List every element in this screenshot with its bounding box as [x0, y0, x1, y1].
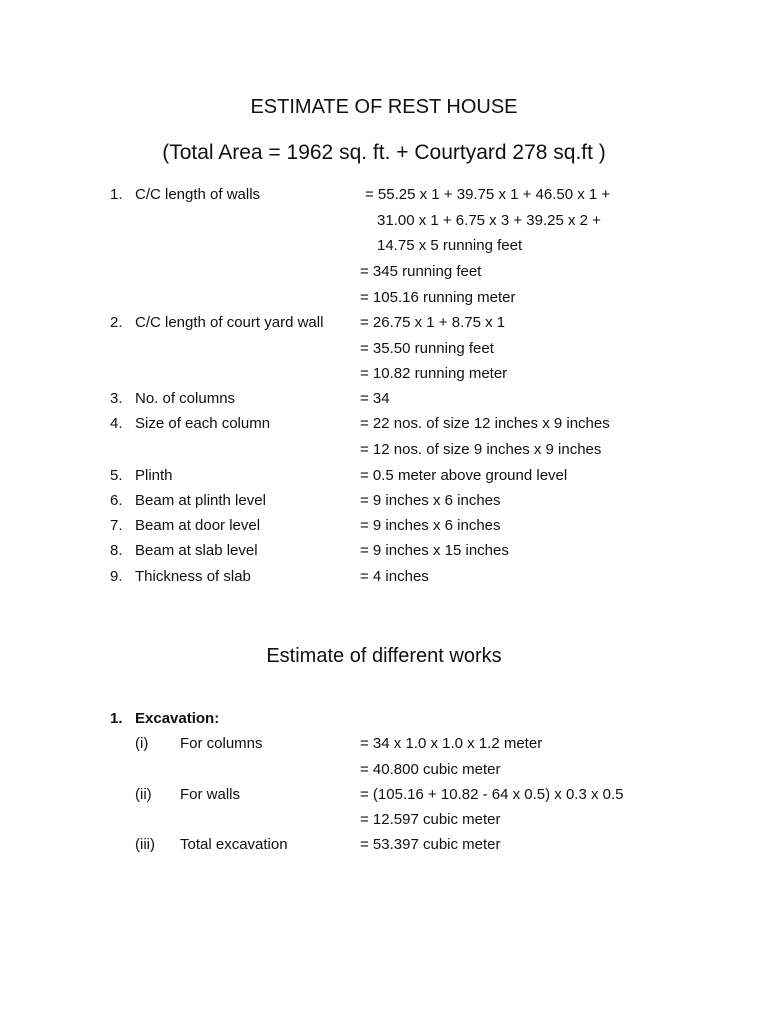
sub-item-label: For columns	[180, 735, 263, 752]
item-number: 6.	[110, 492, 123, 509]
item-label: Beam at slab level	[135, 542, 258, 559]
item-label: Excavation:	[135, 710, 220, 727]
item-number: 8.	[110, 542, 123, 559]
item-number: 1.	[110, 710, 123, 727]
item-value: 14.75 x 5 running feet	[377, 237, 523, 254]
item-label: Beam at plinth level	[135, 492, 266, 509]
item-label: Size of each column	[135, 415, 271, 432]
item-label: Thickness of slab	[135, 568, 251, 585]
item-value: = 34 x 1.0 x 1.0 x 1.2 meter	[360, 735, 543, 752]
item-value: = 22 nos. of size 12 inches x 9 inches	[360, 415, 610, 432]
item-value: = (105.16 + 10.82 - 64 x 0.5) x 0.3 x 0.5	[360, 786, 624, 803]
document-title: ESTIMATE OF REST HOUSE	[250, 96, 518, 118]
item-value: = 12.597 cubic meter	[360, 811, 501, 828]
item-number: 9.	[110, 568, 123, 585]
item-number: 4.	[110, 415, 123, 432]
item-number: 2.	[110, 314, 123, 331]
item-value: = 53.397 cubic meter	[360, 836, 501, 853]
item-label: Plinth	[135, 467, 173, 484]
sub-item-number: (iii)	[135, 836, 155, 853]
item-number: 7.	[110, 517, 123, 534]
item-value: = 35.50 running feet	[360, 340, 494, 357]
document-subtitle: (Total Area = 1962 sq. ft. + Courtyard 278 sq.ft )	[162, 141, 606, 164]
sub-item-label: For walls	[180, 786, 241, 803]
item-value: = 40.800 cubic meter	[360, 761, 501, 778]
item-value: = 12 nos. of size 9 inches x 9 inches	[360, 441, 602, 458]
item-number: 1.	[110, 186, 123, 203]
item-value: = 26.75 x 1 + 8.75 x 1	[360, 314, 506, 331]
item-label: No. of columns	[135, 390, 236, 407]
item-number: 3.	[110, 390, 123, 407]
item-value: = 9 inches x 15 inches	[360, 542, 509, 559]
sub-item-number: (i)	[135, 735, 149, 752]
sub-item-label: Total excavation	[180, 836, 288, 853]
item-value: = 9 inches x 6 inches	[360, 492, 501, 509]
item-label: C/C length of court yard wall	[135, 314, 324, 331]
sub-item-number: (ii)	[135, 786, 152, 803]
item-value: = 10.82 running meter	[360, 365, 508, 382]
item-value: = 4 inches	[360, 568, 429, 585]
item-value: = 0.5 meter above ground level	[360, 467, 568, 484]
item-value: = 55.25 x 1 + 39.75 x 1 + 46.50 x 1 +	[365, 186, 611, 203]
item-value: = 34	[360, 390, 390, 407]
item-label: C/C length of walls	[135, 186, 261, 203]
item-value: = 9 inches x 6 inches	[360, 517, 501, 534]
item-value: = 105.16 running meter	[360, 289, 516, 306]
item-label: Beam at door level	[135, 517, 261, 534]
item-number: 5.	[110, 467, 123, 484]
item-value: = 345 running feet	[360, 263, 482, 280]
item-value: 31.00 x 1 + 6.75 x 3 + 39.25 x 2 +	[377, 212, 601, 229]
section-heading: Estimate of different works	[266, 645, 502, 667]
